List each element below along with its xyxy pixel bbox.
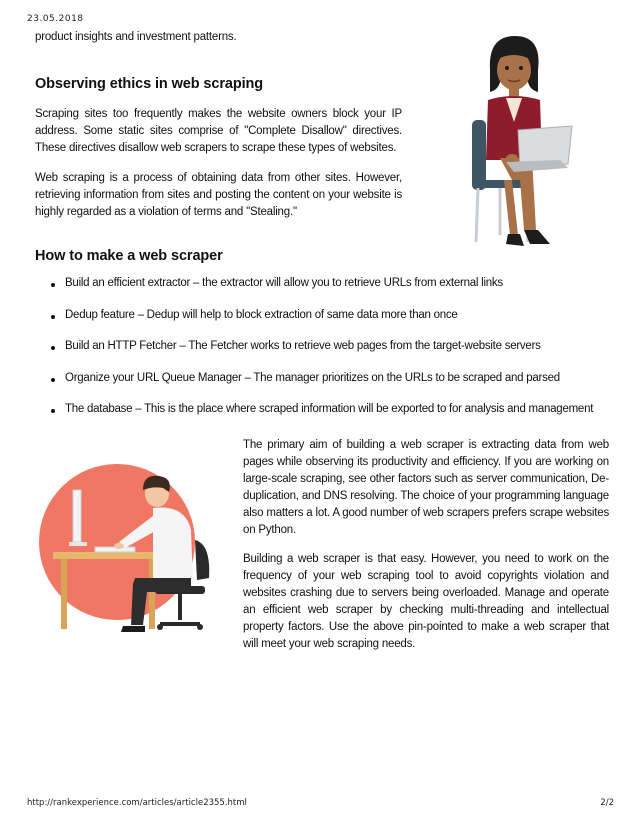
- list-item: The database – This is the place where scraped information will be exported to for analysis and management: [35, 403, 625, 435]
- woman-laptop-illustration: [460, 30, 590, 270]
- aim-paragraph: The primary aim of building a web scraper is extracting data from web pages while observing its productivity and efficiency. If you are working on large-scale scraping, see other factors such as server communication, De-duplication, and DNS resolving. The choice of your programming language also matters a lot. A good number of web scrapers prefers scrape websites on Python.: [243, 439, 609, 536]
- list-item: Dedup feature – Dedup will help to block extraction of same data more than once: [35, 309, 625, 341]
- steps-list: [35, 277, 625, 435]
- lead-text: product insights and investment patterns.: [35, 31, 237, 43]
- list-item: Organize your URL Queue Manager – The manager prioritizes on the URLs to be scraped and parsed: [35, 372, 625, 404]
- ethics-paragraph: Web scraping is a process of obtaining data from other sites. However, retrieving information from sites and posting the content on your website is highly regarded as a violation of terms and "Stealing.": [35, 172, 402, 218]
- list-item: Build an efficient extractor – the extractor will allow you to retrieve URLs from external links: [35, 277, 625, 309]
- ethics-heading: Observing ethics in web scraping: [35, 76, 264, 92]
- header-date: 23.05.2018: [27, 14, 84, 24]
- man-at-desk-illustration: [35, 460, 225, 640]
- ethics-paragraph: Scraping sites too frequently makes the website owners block your IP address. Some static sites comprise of "Complete Disallow" directives. These directives disallow web scrapers to scrape these types of websites.: [35, 108, 402, 154]
- page-number: 2/2: [600, 798, 614, 808]
- how-to-heading: How to make a web scraper: [35, 248, 223, 264]
- list-item: Build an HTTP Fetcher – The Fetcher works to retrieve web pages from the target-website servers: [35, 340, 625, 372]
- footer-url: http://rankexperience.com/articles/article2355.html: [27, 798, 247, 808]
- closing-paragraph: Building a web scraper is that easy. However, you need to work on the frequency of your web scraping tool to avoid copyrights violation and websites crashing due to servers being overloaded. Manage and operate an efficient web scraper by checking multi-threading and intellectual property factors. Use the above pin-pointed to make a web scraper that will meet your web scraping needs.: [243, 553, 609, 650]
